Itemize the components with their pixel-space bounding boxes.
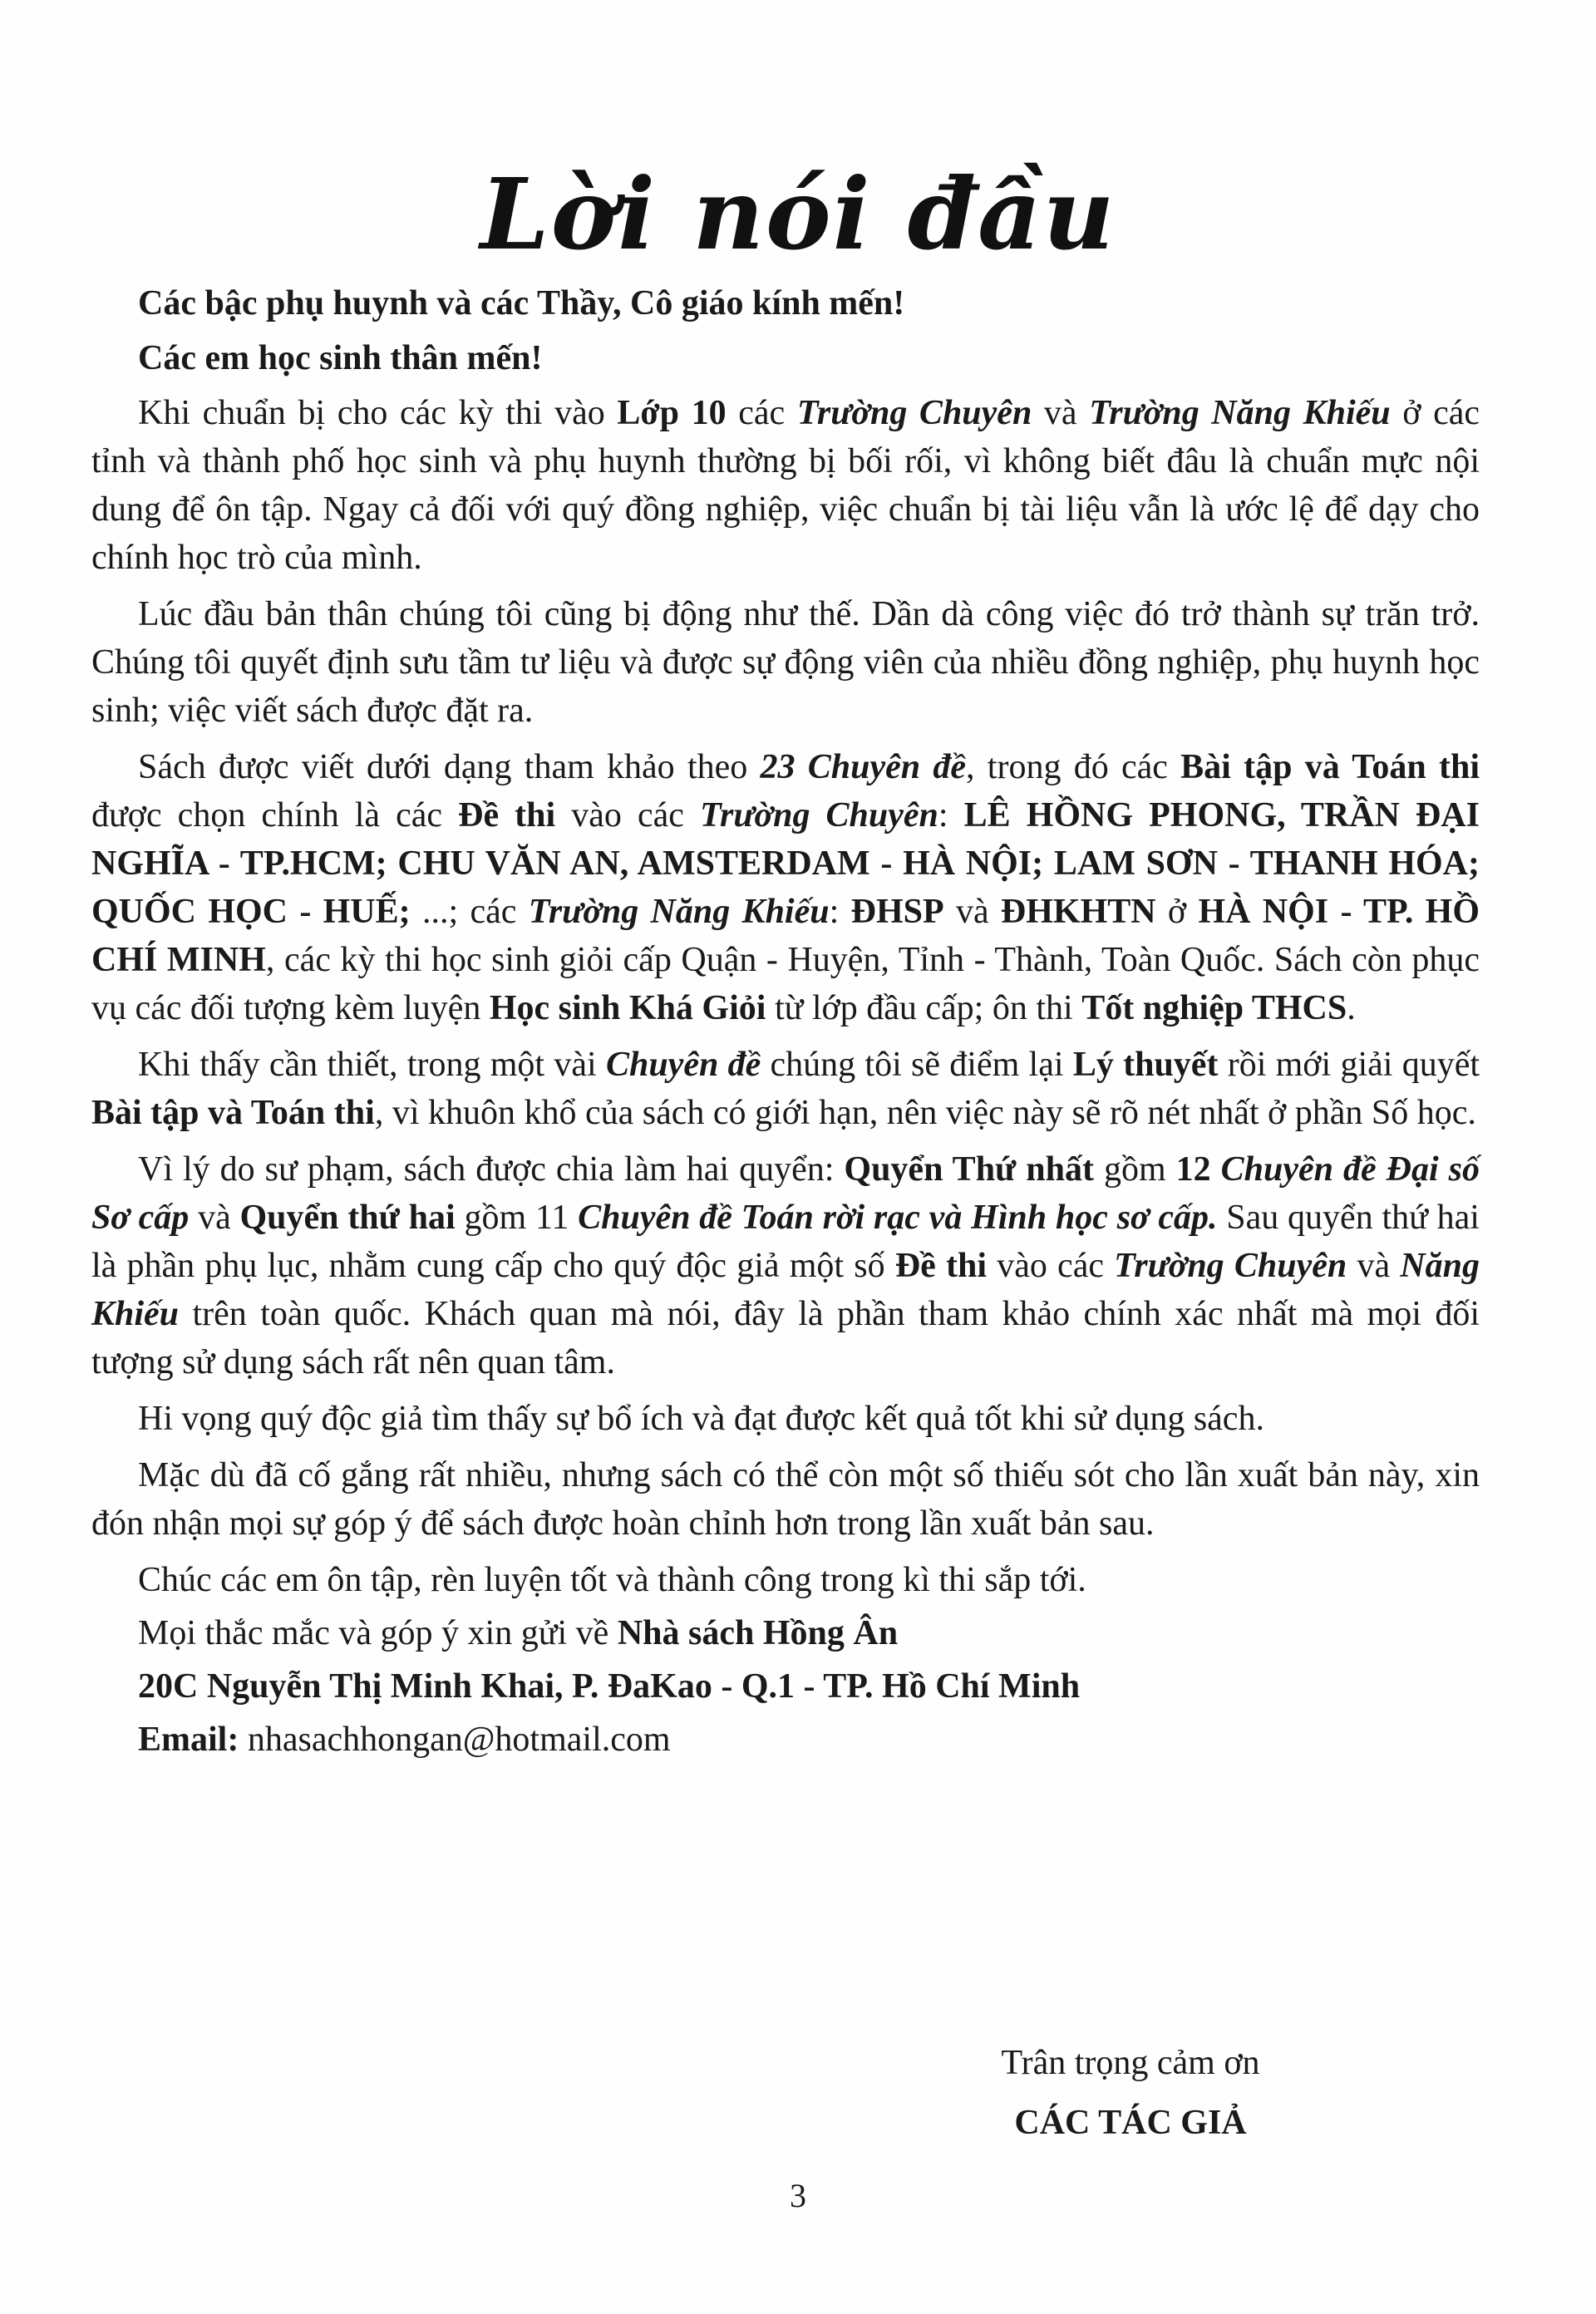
greeting-students: Các em học sinh thân mến! xyxy=(138,339,543,377)
store-address: 20C Nguyễn Thị Minh Khai, P. ĐaKao - Q.1 - TP. Hồ Chí Minh xyxy=(138,1667,1081,1706)
paragraph-6: Hi vọng quý độc giả tìm thấy sự bổ ích và đạt được kết quả tốt khi sử dụng sách. xyxy=(138,1400,1264,1438)
paragraph-2: Lúc đầu bản thân chúng tôi cũng bị động như thế. Dần dà công việc đó trở thành sự trăn trở. Chúng tôi quyết định sưu tầm tư liệu và được sự động viên của nhiều đồng nghiệp, phụ huynh học sinh; việc viết sách được đặt ra. xyxy=(91,595,1480,730)
closing-thanks: Trân trọng cảm ơn xyxy=(1001,2044,1260,2082)
page-title: Lời nói đầu xyxy=(480,156,1116,272)
authors-signature: CÁC TÁC GIẢ xyxy=(1014,2104,1247,2142)
email-label: Email: xyxy=(138,1721,239,1759)
paragraph-4: Khi thấy cần thiết, trong một vài Chuyên đề chúng tôi sẽ điểm lại Lý thuyết rồi mới giải quyết Bài tập và Toán thi, vì khuôn khổ của sách có giới hạn, nên việc này sẽ rõ nét nhất ở phần Số học. xyxy=(91,1046,1480,1132)
store-name: Nhà sách Hồng Ân xyxy=(617,1614,899,1652)
email-line xyxy=(91,1716,1480,1764)
preface-body xyxy=(91,279,1480,1769)
paragraph-1: Khi chuẩn bị cho các kỳ thi vào Lớp 10 các Trường Chuyên và Trường Năng Khiếu ở các tỉnh và thành phố học sinh và phụ huynh thường bị bối rối, vì không biết đâu là chuẩn mực nội dung để ôn tập. Ngay cả đối với quý đồng nghiệp, việc chuẩn bị tài liệu vẫn là ước lệ để dạy cho chính học trò của mình. xyxy=(91,394,1480,577)
page-number: 3 xyxy=(790,2177,806,2214)
paragraph-5: Vì lý do sư phạm, sách được chia làm hai quyển: Quyển Thứ nhất gồm 12 Chuyên đề Đại số Sơ cấp và Quyển thứ hai gồm 11 Chuyên đề Toán rời rạc và Hình học sơ cấp. Sau quyển thứ hai là phần phụ lục, nhằm cung cấp cho quý độc giả một số Đề thi vào các Trường Chuyên và Năng Khiếu trên toàn quốc. Khách quan mà nói, đây là phần tham khảo chính xác nhất mà mọi đối tượng sử dụng sách rất nên quan tâm. xyxy=(91,1150,1480,1381)
paragraph-8: Chúc các em ôn tập, rèn luyện tốt và thành công trong kì thi sắp tới. xyxy=(138,1561,1086,1599)
greeting-parents: Các bậc phụ huynh và các Thầy, Cô giáo kính mến! xyxy=(138,284,905,322)
contact-line: Mọi thắc mắc và góp ý xin gửi về Nhà sách Hồng Ân xyxy=(138,1614,899,1652)
paragraph-3: Sách được viết dưới dạng tham khảo theo 23 Chuyên đề, trong đó các Bài tập và Toán thi được chọn chính là các Đề thi vào các Trường Chuyên: LÊ HỒNG PHONG, TRẦN ĐẠI NGHĨA - TP.HCM; CHU VĂN AN, AMSTERDAM - HÀ NỘI; LAM SƠN - THANH HÓA; QUỐC HỌC - HUẾ; ...; các Trường Năng Khiếu: ĐHSP và ĐHKHTN ở HÀ NỘI - TP. HỒ CHÍ MINH, các kỳ thi học sinh giỏi cấp Quận - Huyện, Tỉnh - Thành, Toàn Quốc. Sách còn phục vụ các đối tượng kèm luyện Học sinh Khá Giỏi từ lớp đầu cấp; ôn thi Tốt nghiệp THCS. xyxy=(91,748,1480,1027)
paragraph-7: Mặc dù đã cố gắng rất nhiều, nhưng sách có thể còn một số thiếu sót cho lần xuất bản này, xin đón nhận mọi sự góp ý để sách được hoàn chỉnh hơn trong lần xuất bản sau. xyxy=(91,1456,1480,1543)
email-address: nhasachhongan@hotmail.com xyxy=(239,1721,671,1759)
